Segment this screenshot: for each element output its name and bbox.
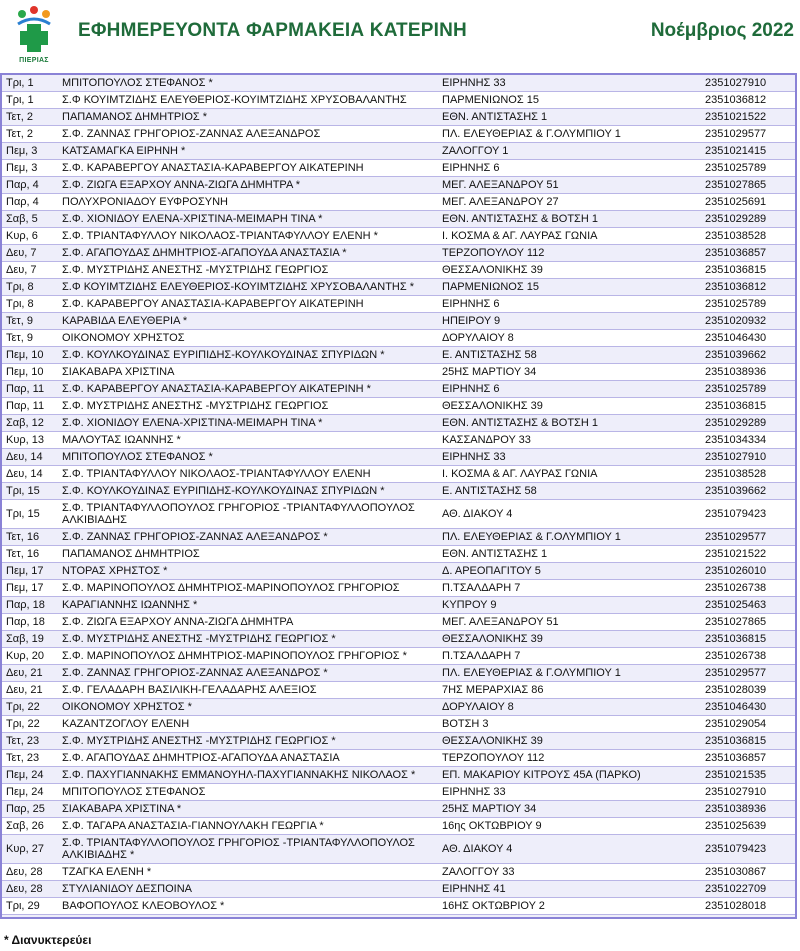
row-pharmacy-name: Σ.Φ. ΤΡΙΑΝΤΑΦΥΛΛΟΠΟΥΛΟΣ ΓΡΗΓΟΡΙΟΣ -ΤΡΙΑΝΤΑΦΥΛΛΟΠΟΥΛΟΣ ΑΛΚΙΒΙΑΔΗΣ * <box>58 835 438 864</box>
row-pharmacy-name: ΠΟΛΥΧΡΟΝΙΑΔΟΥ ΕΥΦΡΟΣΥΝΗ <box>58 194 438 211</box>
row-pharmacy-name: ΟΙΚΟΝΟΜΟΥ ΧΡΗΣΤΟΣ <box>58 330 438 347</box>
table-row <box>2 716 795 733</box>
table-row <box>2 750 795 767</box>
pharmacy-association-logo <box>12 4 56 64</box>
row-date: Τετ, 23 <box>2 733 58 750</box>
row-date: Πεμ, 3 <box>2 160 58 177</box>
row-pharmacy-name: Σ.Φ. ΖΑΝΝΑΣ ΓΡΗΓΟΡΙΟΣ-ΖΑΝΝΑΣ ΑΛΕΞΑΝΔΡΟΣ <box>58 126 438 143</box>
row-pharmacy-name: Σ.Φ. ΧΙΟΝΙΔΟΥ ΕΛΕΝΑ-ΧΡΙΣΤΙΝΑ-ΜΕΙΜΑΡΗ ΤΙΝΑ * <box>58 415 438 432</box>
row-pharmacy-name: Σ.Φ. ΤΡΙΑΝΤΑΦΥΛΛΟΥ ΝΙΚΟΛΑΟΣ-ΤΡΙΑΝΤΑΦΥΛΛΟΥ ΕΛΕΝΗ <box>58 466 438 483</box>
row-pharmacy-name: Σ.Φ. ΚΑΡΑΒΕΡΓΟΥ ΑΝΑΣΤΑΣΙΑ-ΚΑΡΑΒΕΡΓΟΥ ΑΙΚΑΤΕΡΙΝΗ <box>58 296 438 313</box>
table-row <box>2 546 795 563</box>
table-row <box>2 665 795 682</box>
row-address: ΘΕΣΣΑΛΟΝΙΚΗΣ 39 <box>438 262 701 279</box>
page-header <box>0 0 800 68</box>
row-phone: 2351027910 <box>701 784 795 801</box>
row-address: ΠΛ. ΕΛΕΥΘΕΡΙΑΣ & Γ.ΟΛΥΜΠΙΟΥ 1 <box>438 126 701 143</box>
row-date: Δευ, 21 <box>2 665 58 682</box>
row-phone: 2351029577 <box>701 665 795 682</box>
row-address: ΘΕΣΣΑΛΟΝΙΚΗΣ 39 <box>438 631 701 648</box>
row-pharmacy-name: Σ.Φ ΚΟΥΙΜΤΖΙΔΗΣ ΕΛΕΥΘΕΡΙΟΣ-ΚΟΥΙΜΤΖΙΔΗΣ ΧΡΥΣΟΒΑΛΑΝΤΗΣ * <box>58 279 438 296</box>
row-pharmacy-name: Σ.Φ. ΜΥΣΤΡΙΔΗΣ ΑΝΕΣΤΗΣ -ΜΥΣΤΡΙΔΗΣ ΓΕΩΡΓΙΟΣ <box>58 398 438 415</box>
table-row <box>2 143 795 160</box>
row-address: ΑΘ. ΔΙΑΚΟΥ 4 <box>438 500 701 529</box>
row-address: ΠΛ. ΕΛΕΥΘΕΡΙΑΣ & Γ.ΟΛΥΜΠΙΟΥ 1 <box>438 665 701 682</box>
table-row <box>2 898 795 915</box>
row-phone: 2351030867 <box>701 864 795 881</box>
row-address: 16ης ΟΚΤΩΒΡΙΟΥ 9 <box>438 818 701 835</box>
row-phone: 2351038528 <box>701 466 795 483</box>
table-row <box>2 881 795 898</box>
row-address: ΤΕΡΖΟΠΟΥΛΟΥ 112 <box>438 245 701 262</box>
row-phone: 2351022709 <box>701 881 795 898</box>
logo-caption: ΠΙΕΡΙΑΣ <box>19 57 49 64</box>
row-phone: 2351028018 <box>701 898 795 915</box>
row-date: Τετ, 16 <box>2 529 58 546</box>
row-phone: 2351028039 <box>701 682 795 699</box>
row-address <box>438 915 701 920</box>
row-address: ΜΕΓ. ΑΛΕΞΑΝΔΡΟΥ 27 <box>438 194 701 211</box>
row-pharmacy-name: Σ.Φ. ΧΙΟΝΙΔΟΥ ΕΛΕΝΑ-ΧΡΙΣΤΙΝΑ-ΜΕΙΜΑΡΗ ΤΙΝΑ * <box>58 211 438 228</box>
row-address: ΠΑΡΜΕΝΙΩΝΟΣ 15 <box>438 279 701 296</box>
row-phone: 2351036857 <box>701 750 795 767</box>
row-pharmacy-name: Σ.Φ. ΜΥΣΤΡΙΔΗΣ ΑΝΕΣΤΗΣ -ΜΥΣΤΡΙΔΗΣ ΓΕΩΡΓΙΟΣ * <box>58 631 438 648</box>
row-pharmacy-name: ΚΑΡΑΒΙΔΑ ΕΛΕΥΘΕΡΙΑ * <box>58 313 438 330</box>
row-phone: 2351027910 <box>701 449 795 466</box>
table-row <box>2 245 795 262</box>
table-row <box>2 330 795 347</box>
row-date: Παρ, 18 <box>2 614 58 631</box>
table-row <box>2 160 795 177</box>
row-date: Τρι, 15 <box>2 483 58 500</box>
row-phone: 2351029054 <box>701 716 795 733</box>
row-address: ΜΕΓ. ΑΛΕΞΑΝΔΡΟΥ 51 <box>438 614 701 631</box>
row-phone: 2351029289 <box>701 415 795 432</box>
row-date: Πεμ, 3 <box>2 143 58 160</box>
row-phone: 2351039662 <box>701 347 795 364</box>
table-row <box>2 194 795 211</box>
row-address: 7ΗΣ ΜΕΡΑΡΧΙΑΣ 86 <box>438 682 701 699</box>
row-date: Πεμ, 17 <box>2 580 58 597</box>
row-pharmacy-name: Σ.Φ. ΜΥΣΤΡΙΔΗΣ ΑΝΕΣΤΗΣ -ΜΥΣΤΡΙΔΗΣ ΓΕΩΡΓΙΟΣ <box>58 262 438 279</box>
row-phone: 2351025691 <box>701 194 795 211</box>
row-address: ΕΙΡΗΝΗΣ 33 <box>438 784 701 801</box>
row-date: Δευ, 28 <box>2 881 58 898</box>
row-address: ΕΘΝ. ΑΝΤΙΣΤΑΣΗΣ 1 <box>438 109 701 126</box>
row-address: ΤΕΡΖΟΠΟΥΛΟΥ 112 <box>438 750 701 767</box>
row-date: Δευ, 7 <box>2 262 58 279</box>
table-row <box>2 597 795 614</box>
table-row <box>2 699 795 716</box>
table-row <box>2 563 795 580</box>
row-phone: 2351021522 <box>701 109 795 126</box>
page-title: ΕΦΗΜΕΡΕΥΟΝΤΑ ΦΑΡΜΑΚΕΙΑ ΚΑΤΕΡΙΝΗ <box>78 20 467 41</box>
row-pharmacy-name: ΚΑΤΣΑΜΑΓΚΑ ΕΙΡΗΝΗ * <box>58 143 438 160</box>
row-date: Τρι, 1 <box>2 75 58 92</box>
row-pharmacy-name: ΚΑΖΑΝΤΖΟΓΛΟΥ ΕΛΕΝΗ <box>58 716 438 733</box>
row-address: ΠΑΡΜΕΝΙΩΝΟΣ 15 <box>438 92 701 109</box>
row-address: 16ΗΣ ΟΚΤΩΒΡΙΟΥ 2 <box>438 898 701 915</box>
row-pharmacy-name: Σ.Φ. ΑΓΑΠΟΥΔΑΣ ΔΗΜΗΤΡΙΟΣ-ΑΓΑΠΟΥΔΑ ΑΝΑΣΤΑΣΙΑ <box>58 750 438 767</box>
row-address: ΕΙΡΗΝΗΣ 6 <box>438 160 701 177</box>
row-phone: 2351036815 <box>701 631 795 648</box>
row-date: Τετ, 2 <box>2 109 58 126</box>
row-date: Κυρ, 6 <box>2 228 58 245</box>
row-phone: 2351046430 <box>701 330 795 347</box>
row-phone: 2351025463 <box>701 597 795 614</box>
row-address: Ε. ΑΝΤΙΣΤΑΣΗΣ 58 <box>438 483 701 500</box>
table-row <box>2 262 795 279</box>
row-date: Τρι, 8 <box>2 296 58 313</box>
table-row <box>2 381 795 398</box>
table-row <box>2 279 795 296</box>
table-row <box>2 415 795 432</box>
row-pharmacy-name: Σ.Φ. ΜΑΡΙΝΟΠΟΥΛΟΣ ΔΗΜΗΤΡΙΟΣ-ΜΑΡΙΝΟΠΟΥΛΟΣ ΓΡΗΓΟΡΙΟΣ <box>58 580 438 597</box>
row-phone: 2351027865 <box>701 614 795 631</box>
row-address: 25ΗΣ ΜΑΡΤΙΟΥ 34 <box>438 801 701 818</box>
row-phone: 2351025789 <box>701 160 795 177</box>
row-date: Τετ, 16 <box>2 546 58 563</box>
row-phone: 2351036812 <box>701 279 795 296</box>
row-phone: 2351026738 <box>701 580 795 597</box>
table-row <box>2 500 795 529</box>
table-row <box>2 109 795 126</box>
table-row <box>2 92 795 109</box>
row-date: Παρ, 25 <box>2 801 58 818</box>
table-row <box>2 784 795 801</box>
table-row <box>2 580 795 597</box>
row-pharmacy-name: Σ.Φ. ΚΑΡΑΒΕΡΓΟΥ ΑΝΑΣΤΑΣΙΑ-ΚΑΡΑΒΕΡΓΟΥ ΑΙΚΑΤΕΡΙΝΗ <box>58 160 438 177</box>
row-pharmacy-name: ΣΤΥΛΙΑΝΙΔΟΥ ΔΕΣΠΟΙΝΑ <box>58 881 438 898</box>
table-row <box>2 466 795 483</box>
row-pharmacy-name: ΝΤΟΡΑΣ ΧΡΗΣΤΟΣ * <box>58 563 438 580</box>
row-date: Κυρ, 27 <box>2 835 58 864</box>
row-phone: 2351029577 <box>701 529 795 546</box>
month-label: Νοέμβριος 2022 <box>650 20 794 41</box>
row-phone: 2351036815 <box>701 262 795 279</box>
row-pharmacy-name: Σ.Φ. ΚΟΥΛΚΟΥΔΙΝΑΣ ΕΥΡΙΠΙΔΗΣ-ΚΟΥΛΚΟΥΔΙΝΑΣ ΣΠΥΡΙΔΩΝ * <box>58 347 438 364</box>
row-date: Τετ, 9 <box>2 313 58 330</box>
row-date: Τρι, 8 <box>2 279 58 296</box>
row-address: ΖΑΛΟΓΓΟΥ 33 <box>438 864 701 881</box>
table-row <box>2 347 795 364</box>
row-address: ΕΘΝ. ΑΝΤΙΣΤΑΣΗΣ & ΒΟΤΣΗ 1 <box>438 415 701 432</box>
row-address: ΕΙΡΗΝΗΣ 33 <box>438 75 701 92</box>
row-date: Τετ, 9 <box>2 330 58 347</box>
row-date: Δευ, 21 <box>2 682 58 699</box>
table-row <box>2 915 795 920</box>
row-date: Τετ, 2 <box>2 126 58 143</box>
row-date: Δευ, 14 <box>2 449 58 466</box>
row-address: ΕΙΡΗΝΗΣ 33 <box>438 449 701 466</box>
row-pharmacy-name: Σ.Φ. ΑΓΑΠΟΥΔΑΣ ΔΗΜΗΤΡΙΟΣ-ΑΓΑΠΟΥΔΑ ΑΝΑΣΤΑΣΙΑ * <box>58 245 438 262</box>
row-phone: 2351038936 <box>701 364 795 381</box>
row-pharmacy-name: Σ.Φ. ΚΑΡΑΒΕΡΓΟΥ ΑΝΑΣΤΑΣΙΑ-ΚΑΡΑΒΕΡΓΟΥ ΑΙΚΑΤΕΡΙΝΗ * <box>58 381 438 398</box>
row-phone: 2351039662 <box>701 483 795 500</box>
row-address: ΔΟΡΥΛΑΙΟΥ 8 <box>438 330 701 347</box>
row-pharmacy-name: ΜΠΙΤΟΠΟΥΛΟΣ ΣΤΕΦΑΝΟΣ * <box>58 449 438 466</box>
row-phone: 2351027910 <box>701 75 795 92</box>
table-row <box>2 432 795 449</box>
row-phone: 2351021415 <box>701 143 795 160</box>
row-pharmacy-name: Σ.Φ. ΤΡΙΑΝΤΑΦΥΛΛΟΠΟΥΛΟΣ ΓΡΗΓΟΡΙΟΣ -ΤΡΙΑΝΤΑΦΥΛΛΟΠΟΥΛΟΣ ΑΛΚΙΒΙΑΔΗΣ <box>58 500 438 529</box>
row-pharmacy-name: Σ.Φ ΚΟΥΙΜΤΖΙΔΗΣ ΕΛΕΥΘΕΡΙΟΣ-ΚΟΥΙΜΤΖΙΔΗΣ ΧΡΥΣΟΒΑΛΑΝΤΗΣ <box>58 92 438 109</box>
row-address: Π.ΤΣΑΛΔΑΡΗ 7 <box>438 648 701 665</box>
row-address: ΕΙΡΗΝΗΣ 6 <box>438 296 701 313</box>
row-pharmacy-name: Σ.Φ. ΖΑΝΝΑΣ ΓΡΗΓΟΡΙΟΣ-ΖΑΝΝΑΣ ΑΛΕΞΑΝΔΡΟΣ * <box>58 529 438 546</box>
duty-pharmacies-table-container <box>0 73 797 919</box>
row-date: Τρι, 1 <box>2 92 58 109</box>
row-phone: 2351025639 <box>701 818 795 835</box>
row-pharmacy-name <box>58 915 438 920</box>
row-address: ΘΕΣΣΑΛΟΝΙΚΗΣ 39 <box>438 733 701 750</box>
table-row <box>2 296 795 313</box>
row-address: ΔΟΡΥΛΑΙΟΥ 8 <box>438 699 701 716</box>
row-date: Πεμ, 24 <box>2 784 58 801</box>
row-date: Δευ, 14 <box>2 466 58 483</box>
table-row <box>2 835 795 864</box>
row-date: Παρ, 4 <box>2 177 58 194</box>
row-pharmacy-name: Σ.Φ. ΜΥΣΤΡΙΔΗΣ ΑΝΕΣΤΗΣ -ΜΥΣΤΡΙΔΗΣ ΓΕΩΡΓΙΟΣ * <box>58 733 438 750</box>
row-address: Ι. ΚΟΣΜΑ & ΑΓ. ΛΑΥΡΑΣ ΓΩΝΙΑ <box>438 228 701 245</box>
table-row <box>2 733 795 750</box>
row-phone: 2351036857 <box>701 245 795 262</box>
row-date: Πεμ, 10 <box>2 364 58 381</box>
table-row <box>2 398 795 415</box>
row-pharmacy-name: ΠΑΠΑΜΑΝΟΣ ΔΗΜΗΤΡΙΟΣ <box>58 546 438 563</box>
row-date: Σαβ, 5 <box>2 211 58 228</box>
row-phone: 2351025789 <box>701 381 795 398</box>
row-address: ΚΥΠΡΟΥ 9 <box>438 597 701 614</box>
row-phone: 2351021535 <box>701 767 795 784</box>
row-pharmacy-name: ΣΙΑΚΑΒΑΡΑ ΧΡΙΣΤΙΝΑ * <box>58 801 438 818</box>
row-phone: 2351026010 <box>701 563 795 580</box>
table-body <box>2 75 795 919</box>
row-pharmacy-name: Σ.Φ. ΖΑΝΝΑΣ ΓΡΗΓΟΡΙΟΣ-ΖΑΝΝΑΣ ΑΛΕΞΑΝΔΡΟΣ * <box>58 665 438 682</box>
row-pharmacy-name: Σ.Φ. ΓΕΛΑΔΑΡΗ ΒΑΣΙΛΙΚΗ-ΓΕΛΑΔΑΡΗΣ ΑΛΕΞΙΟΣ <box>58 682 438 699</box>
row-address: Ε. ΑΝΤΙΣΤΑΣΗΣ 58 <box>438 347 701 364</box>
table-row <box>2 767 795 784</box>
row-date: Σαβ, 26 <box>2 818 58 835</box>
row-date: Δευ, 28 <box>2 864 58 881</box>
duty-pharmacies-table <box>2 75 795 919</box>
row-phone: 2351036815 <box>701 733 795 750</box>
row-address: Ι. ΚΟΣΜΑ & ΑΓ. ΛΑΥΡΑΣ ΓΩΝΙΑ <box>438 466 701 483</box>
row-phone: 2351029577 <box>701 126 795 143</box>
row-date: Τρι, 22 <box>2 699 58 716</box>
table-row <box>2 177 795 194</box>
row-address: ΗΠΕΙΡΟΥ 9 <box>438 313 701 330</box>
row-phone: 2351025789 <box>701 296 795 313</box>
row-date: Πεμ, 24 <box>2 767 58 784</box>
row-pharmacy-name: ΚΑΡΑΓΙΑΝΝΗΣ ΙΩΑΝΝΗΣ * <box>58 597 438 614</box>
table-row <box>2 864 795 881</box>
row-date: Δευ, 7 <box>2 245 58 262</box>
row-date: Σαβ, 12 <box>2 415 58 432</box>
row-pharmacy-name: Σ.Φ. ΤΡΙΑΝΤΑΦΥΛΛΟΥ ΝΙΚΟΛΑΟΣ-ΤΡΙΑΝΤΑΦΥΛΛΟΥ ΕΛΕΝΗ * <box>58 228 438 245</box>
row-phone: 2351038528 <box>701 228 795 245</box>
row-pharmacy-name: ΣΙΑΚΑΒΑΡΑ ΧΡΙΣΤΙΝΑ <box>58 364 438 381</box>
row-address: ΘΕΣΣΑΛΟΝΙΚΗΣ 39 <box>438 398 701 415</box>
row-date: Τετ, 23 <box>2 750 58 767</box>
row-phone <box>701 915 795 920</box>
row-address: ΑΘ. ΔΙΑΚΟΥ 4 <box>438 835 701 864</box>
table-row <box>2 631 795 648</box>
row-date <box>2 915 58 920</box>
row-address: ΖΑΛΟΓΓΟΥ 1 <box>438 143 701 160</box>
table-row <box>2 313 795 330</box>
table-row <box>2 364 795 381</box>
row-date: Τρι, 29 <box>2 898 58 915</box>
row-phone: 2351079423 <box>701 500 795 529</box>
row-pharmacy-name: Σ.Φ. ΖΙΩΓΑ ΕΞΑΡΧΟΥ ΑΝΝΑ-ΖΙΩΓΑ ΔΗΜΗΤΡΑ * <box>58 177 438 194</box>
row-date: Πεμ, 17 <box>2 563 58 580</box>
row-date: Παρ, 11 <box>2 398 58 415</box>
row-phone: 2351079423 <box>701 835 795 864</box>
row-phone: 2351034334 <box>701 432 795 449</box>
row-phone: 2351021522 <box>701 546 795 563</box>
row-pharmacy-name: Σ.Φ. ΚΟΥΛΚΟΥΔΙΝΑΣ ΕΥΡΙΠΙΔΗΣ-ΚΟΥΛΚΟΥΔΙΝΑΣ ΣΠΥΡΙΔΩΝ * <box>58 483 438 500</box>
row-phone: 2351036815 <box>701 398 795 415</box>
table-row <box>2 818 795 835</box>
table-row <box>2 529 795 546</box>
table-row <box>2 801 795 818</box>
row-date: Παρ, 11 <box>2 381 58 398</box>
table-row <box>2 126 795 143</box>
row-address: ΒΟΤΣΗ 3 <box>438 716 701 733</box>
row-pharmacy-name: ΟΙΚΟΝΟΜΟΥ ΧΡΗΣΤΟΣ * <box>58 699 438 716</box>
table-row <box>2 75 795 92</box>
row-pharmacy-name: ΒΑΦΟΠΟΥΛΟΣ ΚΛΕΟΒΟΥΛΟΣ * <box>58 898 438 915</box>
row-phone: 2351038936 <box>701 801 795 818</box>
row-date: Τρι, 22 <box>2 716 58 733</box>
table-row <box>2 228 795 245</box>
row-phone: 2351027865 <box>701 177 795 194</box>
row-date: Κυρ, 13 <box>2 432 58 449</box>
row-pharmacy-name: ΠΑΠΑΜΑΝΟΣ ΔΗΜΗΤΡΙΟΣ * <box>58 109 438 126</box>
row-address: ΕΘΝ. ΑΝΤΙΣΤΑΣΗΣ 1 <box>438 546 701 563</box>
row-phone: 2351029289 <box>701 211 795 228</box>
row-phone: 2351026738 <box>701 648 795 665</box>
table-row <box>2 483 795 500</box>
row-pharmacy-name: Σ.Φ. ΠΑΧΥΓΙΑΝΝΑΚΗΣ ΕΜΜΑΝΟΥΗΛ-ΠΑΧΥΓΙΑΝΝΑΚΗΣ ΝΙΚΟΛΑΟΣ * <box>58 767 438 784</box>
row-address: ΚΑΣΣΑΝΔΡΟΥ 33 <box>438 432 701 449</box>
row-pharmacy-name: Σ.Φ. ΤΑΓΑΡΑ ΑΝΑΣΤΑΣΙΑ-ΓΙΑΝΝΟΥΛΑΚΗ ΓΕΩΡΓΙΑ * <box>58 818 438 835</box>
row-address: Π.ΤΣΑΛΔΑΡΗ 7 <box>438 580 701 597</box>
row-address: ΜΕΓ. ΑΛΕΞΑΝΔΡΟΥ 51 <box>438 177 701 194</box>
row-address: 25ΗΣ ΜΑΡΤΙΟΥ 34 <box>438 364 701 381</box>
row-pharmacy-name: Σ.Φ. ΖΙΩΓΑ ΕΞΑΡΧΟΥ ΑΝΝΑ-ΖΙΩΓΑ ΔΗΜΗΤΡΑ <box>58 614 438 631</box>
row-date: Κυρ, 20 <box>2 648 58 665</box>
table-row <box>2 614 795 631</box>
row-address: ΕΙΡΗΝΗΣ 6 <box>438 381 701 398</box>
row-address: Δ. ΑΡΕΟΠΑΓΙΤΟΥ 5 <box>438 563 701 580</box>
row-phone: 2351046430 <box>701 699 795 716</box>
row-date: Τρι, 15 <box>2 500 58 529</box>
row-address: ΠΛ. ΕΛΕΥΘΕΡΙΑΣ & Γ.ΟΛΥΜΠΙΟΥ 1 <box>438 529 701 546</box>
row-address: ΕΙΡΗΝΗΣ 41 <box>438 881 701 898</box>
row-pharmacy-name: ΜΠΙΤΟΠΟΥΛΟΣ ΣΤΕΦΑΝΟΣ <box>58 784 438 801</box>
row-date: Πεμ, 10 <box>2 347 58 364</box>
row-pharmacy-name: Σ.Φ. ΜΑΡΙΝΟΠΟΥΛΟΣ ΔΗΜΗΤΡΙΟΣ-ΜΑΡΙΝΟΠΟΥΛΟΣ ΓΡΗΓΟΡΙΟΣ * <box>58 648 438 665</box>
row-pharmacy-name: ΤΖΑΓΚΑ ΕΛΕΝΗ * <box>58 864 438 881</box>
row-pharmacy-name: ΜΠΙΤΟΠΟΥΛΟΣ ΣΤΕΦΑΝΟΣ * <box>58 75 438 92</box>
row-phone: 2351036812 <box>701 92 795 109</box>
row-phone: 2351020932 <box>701 313 795 330</box>
row-date: Σαβ, 19 <box>2 631 58 648</box>
table-row <box>2 648 795 665</box>
row-date: Παρ, 18 <box>2 597 58 614</box>
table-row <box>2 211 795 228</box>
table-row <box>2 682 795 699</box>
footnote-legend: * Διανυκτερεύει <box>4 933 92 947</box>
table-row <box>2 449 795 466</box>
row-address: ΕΘΝ. ΑΝΤΙΣΤΑΣΗΣ & ΒΟΤΣΗ 1 <box>438 211 701 228</box>
row-pharmacy-name: ΜΑΛΟΥΤΑΣ ΙΩΑΝΝΗΣ * <box>58 432 438 449</box>
row-address: ΕΠ. ΜΑΚΑΡΙΟΥ ΚΙΤΡΟΥΣ 45Α (ΠΑΡΚΟ) <box>438 767 701 784</box>
row-date: Παρ, 4 <box>2 194 58 211</box>
pharmacy-cross-icon <box>12 4 56 54</box>
